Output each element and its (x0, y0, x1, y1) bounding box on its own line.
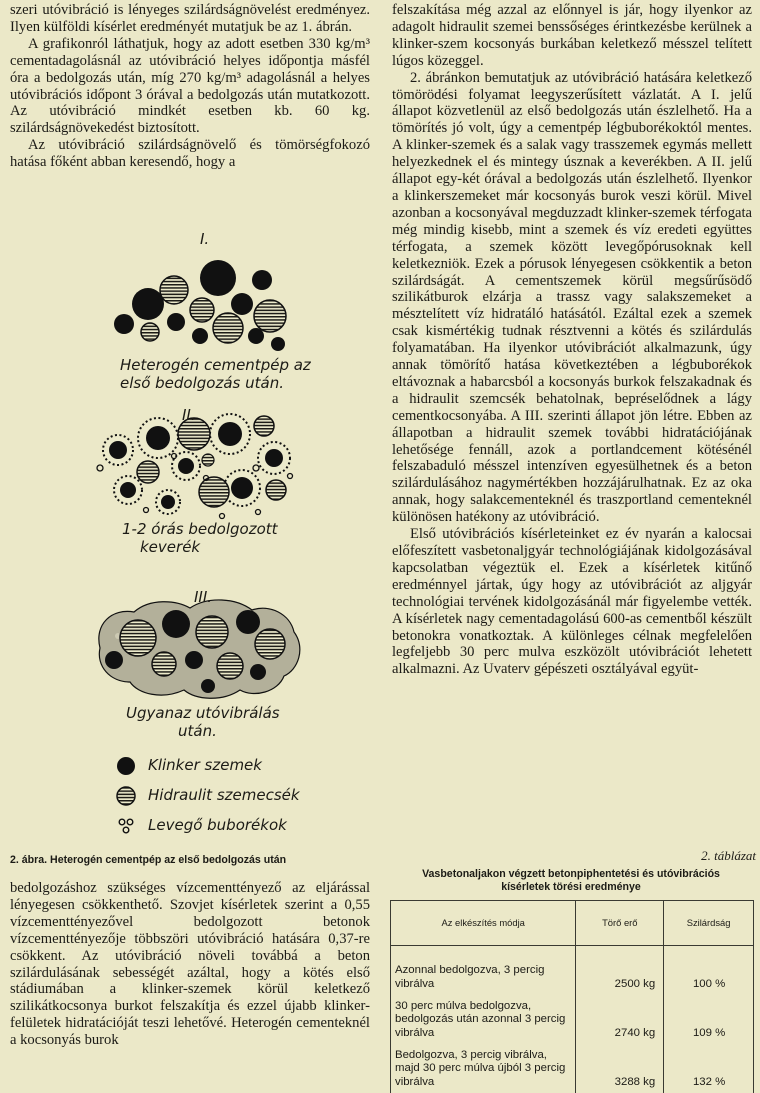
paragraph: felszakítása még azzal az előnnyel is jár, hogy ilyenkor az adagolt hidraulit szemei benssőséges érintkezésbe kerülnek a klinker-szem kocsonyás burkában keletkező mésszel telített lúgos közeggel. (392, 2, 752, 69)
legend-label: Hidraulit szemecsék (148, 786, 300, 804)
figure-label-3-line-1: Ugyanaz utóvibrálás (126, 704, 280, 722)
method-cell: Azonnal bedolgozva, 3 percig vibrálva (391, 946, 576, 996)
table-header-row (391, 901, 754, 946)
state-1-particles (114, 260, 286, 351)
state-3-label: III. (194, 588, 213, 606)
state-1-label: I. (200, 230, 210, 248)
state-2-label: II. (182, 406, 196, 424)
strength-cell: 132 % (664, 1044, 754, 1093)
state-2-particles (97, 414, 293, 519)
table-title-line-2: kísérletek törési eredménye (501, 881, 641, 893)
left-column-top (10, 2, 370, 171)
paragraph: Az utóvibráció szilárdságnövelő és tömörségfokozó hatása főként abban keresendő, hogy a (10, 137, 370, 171)
force-cell: 3288 kg (576, 1044, 664, 1093)
force-cell: 2740 kg (576, 995, 664, 1044)
figure-label-1-line-2: első bedolgozás után. (120, 374, 284, 392)
right-column (392, 2, 752, 678)
strength-cell: 100 % (664, 946, 754, 996)
force-cell: 2500 kg (576, 946, 664, 996)
paragraph: szeri utóvibráció is lényeges szilárdságnövelést eredményez. Ilyen külföldi kísérlet eredményét mutatjuk be az 1. ábrán. (10, 2, 370, 35)
table-row (391, 995, 754, 1044)
results-table (390, 900, 754, 1093)
table-row (391, 946, 754, 996)
paragraph: Első utóvibrációs kísérleteinket ez év nyarán a kalocsai előfeszített vasbetonaljgyár technológiájának kidolgozásával kapcsolatban végeztük el. Ezek a kísérletek kitűnő eredménnyel jártak, úgy hogy az utóvibrációt az aljgyár technológiai tervének kidolgozásánál már figyelembe vették. A kísérletek nagy cementadagolású 600-as cementből készült betonokra vonatkoztak. A különleges célnak megfelelően legfeljebb 30 perc mulva eszközölt utóvibrációt lehetett alkalmazni. Az Uvaterv gépészeti osztályával együt- (392, 526, 752, 678)
strength-cell: 109 % (664, 995, 754, 1044)
table-row (391, 1044, 754, 1093)
column-header: Szilárdság (664, 901, 754, 946)
figure-label-3-line-2: után. (178, 722, 217, 740)
method-cell: 30 perc múlva bedolgozva, bedolgozás után azonnal 3 percig vibrálva (391, 995, 576, 1044)
paragraph: A grafikonról láthatjuk, hogy az adott esetben 330 kg/m³ cementadagolásnál az utóvibráció helyes időpontja másfél óra a bedolgozás után, míg 270 kg/m³ adagolásnál a helyes utóvibrációs időpont 3 órával a bedolgozás után mutatkozott. Az utóvibráció mindkét esetben kb. 60 kg. szilárdságnövekedést biztosított. (10, 35, 370, 137)
state-3-particles (99, 600, 300, 698)
paragraph: 2. ábránkon bemutatjuk az utóvibráció hatására keletkező tömörödési folyamat leegyszerűsített vázlatát. A I. jelű állapot közvetlenül az első bedolgozás után észlelhető. Ha a tömörítés jó volt, úgy a cementpép légbuborékoktól mentes. A klinker-szemek és a salak vagy trasszemek egymás mellett helyezkednek el és mintegy úsznak a keverékben. A II. jelű állapot egy-két órával a bedolgozás után észlelhető. Ilyenkor a klinkerszemeket már kocsonyás burok veszi körül. Mivel azonban a kocsonyával megduzzadt klinker-szemek térfogata még mindig kisebb, mint a szemek és víz eredeti együttes térfogata, a szemek között levegőpórusoknak kell keletkezniök. Ezek a pórusok lényegesen csökkentik a beton szilárdságát. A cementszemek körül megsűrűsödő szilikátburok elzárja a trassz vagy salakszemeket a mésztelített víz hidratáló hatásától. Ezáltal ezek a szemek csak kismértékig tudnak résztvenni a kötés és szilárdulás folyamatában. Ha ilyenkor utóvibrációt alkalmazunk, úgy annak tömörítő hatása következtében a légbuborékok eltávoznak a habarcsból a kocsonyás burkok felszakadnak és a hidraulit szemcsék behatolnak, bepréselődnek a lágy cementkocsonyába. A III. szerinti állapot jön létre. Ebben az állapotban a hidraulit szemek további hidratációjának lehetősége fennáll, azok a portlandcement kötésénél felszabaduló mésszel intenzíven egyesülhetnek és a beton szilárdulásához nagymértékben hozzájárulhatnak. Ez az oka annak, hogy salakcementeknél és traszportland cementeknél különösen hatékony az utóvibráció. (392, 69, 752, 526)
legend-label: Levegő buborékok (148, 816, 287, 834)
legend-label: Klinker szemek (148, 756, 262, 774)
figure-label-1-line-1: Heterogén cementpép az (120, 356, 311, 374)
figure-label-2-line-2: keverék (140, 538, 201, 556)
column-header: Az elkészítés módja (391, 901, 576, 946)
method-cell: Bedolgozva, 3 percig vibrálva, majd 30 perc múlva újból 3 percig vibrálva (391, 1044, 576, 1093)
left-column-bottom (10, 880, 370, 1049)
figure-caption: 2. ábra. Heterogén cementpép az első bedolgozás után (10, 854, 287, 866)
table-title (386, 868, 756, 894)
column-header: Törő erő (576, 901, 664, 946)
table-title-line-1: Vasbetonaljakon végzett betonpiphentetési és utóvibrációs (422, 868, 720, 880)
figure-label-2-line-1: 1-2 órás bedolgozott (122, 520, 278, 538)
paragraph: bedolgozáshoz szükséges vízcementtényező az eljárással lényegesen csökkenthető. Szovjet kísérletek szerint a 0,55 vízcementtényezővel bedolgozott betonok vízcementtényezője többszöri utóvibráció hatására 0,37-re csökkent. Az utóvibráció növeli továbbá a beton szilárdulásának sebességét azáltal, hogy a kötés első stádiumában a klinker-szemek körül keletkező szilikátkocsonya burkot felszakítja és ezzel újabb klinker-felületek hidratációját teszi lehetővé. Heterogén cementeknél a kocsonyás burok (10, 880, 370, 1049)
figure-2 (8, 220, 370, 870)
table-number: 2. táblázat (701, 848, 756, 863)
